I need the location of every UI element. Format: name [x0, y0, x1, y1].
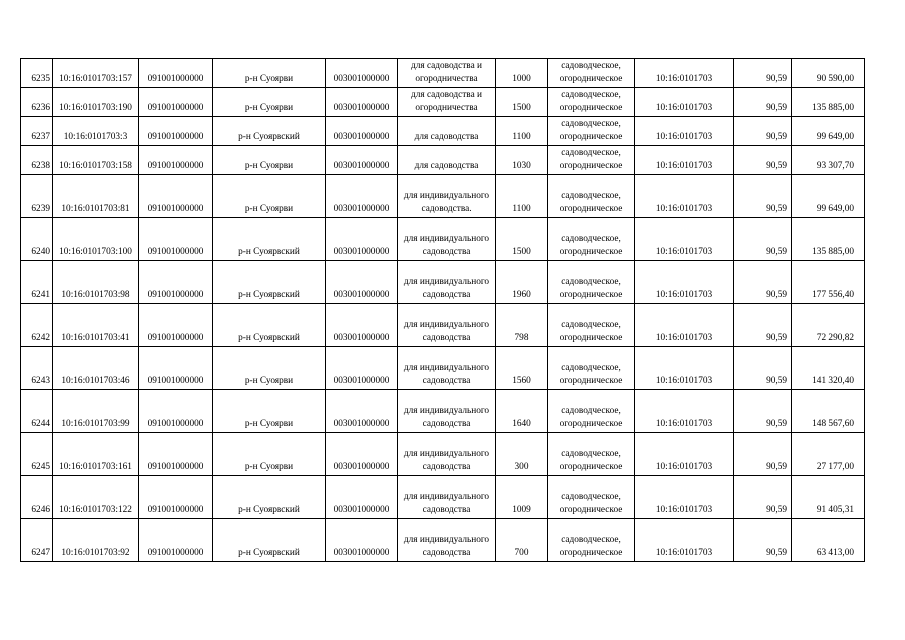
table-row [21, 304, 865, 347]
district-cell: р-н Суоярвский [213, 261, 326, 304]
row-number-cell: 6238 [21, 146, 53, 175]
row-number-cell: 6244 [21, 390, 53, 433]
row-number-cell: 6237 [21, 117, 53, 146]
land-category-cell: садоводческое, огородническое [548, 433, 635, 476]
cadastral-value-cell: 72 290,82 [792, 304, 865, 347]
cadastral-value-cell: 141 320,40 [792, 347, 865, 390]
table-row [21, 117, 865, 146]
district-cell: р-н Суоярви [213, 59, 326, 88]
area-cell: 300 [496, 433, 548, 476]
row-number-cell: 6247 [21, 519, 53, 562]
district-cell: р-н Суоярви [213, 433, 326, 476]
cadastral-quarter-cell: 10:16:0101703 [635, 146, 734, 175]
table-row [21, 519, 865, 562]
cadastral-number-cell: 10:16:0101703:157 [53, 59, 139, 88]
specific-value-cell: 90,59 [734, 59, 792, 88]
permitted-use-cell: для индивидуального садоводства [398, 519, 496, 562]
cadastral-quarter-cell: 10:16:0101703 [635, 88, 734, 117]
classifier-code-cell: 003001000000 [326, 261, 398, 304]
district-cell: р-н Суоярвский [213, 218, 326, 261]
cadastral-value-cell: 177 556,40 [792, 261, 865, 304]
specific-value-cell: 90,59 [734, 175, 792, 218]
cadastral-number-cell: 10:16:0101703:100 [53, 218, 139, 261]
cadastral-number-cell: 10:16:0101703:122 [53, 476, 139, 519]
oktmo-code-cell: 091001000000 [139, 347, 213, 390]
permitted-use-cell: для индивидуального садоводства [398, 390, 496, 433]
permitted-use-cell: для индивидуального садоводства [398, 476, 496, 519]
permitted-use-cell: для индивидуального садоводства [398, 433, 496, 476]
cadastral-number-cell: 10:16:0101703:81 [53, 175, 139, 218]
classifier-code-cell: 003001000000 [326, 304, 398, 347]
table-row [21, 476, 865, 519]
table-row [21, 88, 865, 117]
oktmo-code-cell: 091001000000 [139, 433, 213, 476]
land-category-cell: садоводческое, огородническое [548, 476, 635, 519]
cadastral-value-cell: 27 177,00 [792, 433, 865, 476]
area-cell: 1100 [496, 117, 548, 146]
permitted-use-cell: для индивидуального садоводства [398, 218, 496, 261]
classifier-code-cell: 003001000000 [326, 218, 398, 261]
classifier-code-cell: 003001000000 [326, 347, 398, 390]
cadastral-quarter-cell: 10:16:0101703 [635, 261, 734, 304]
cadastral-number-cell: 10:16:0101703:92 [53, 519, 139, 562]
specific-value-cell: 90,59 [734, 88, 792, 117]
table-row [21, 261, 865, 304]
table-row [21, 347, 865, 390]
land-category-cell: садоводческое, огородническое [548, 59, 635, 88]
cadastral-quarter-cell: 10:16:0101703 [635, 433, 734, 476]
specific-value-cell: 90,59 [734, 218, 792, 261]
classifier-code-cell: 003001000000 [326, 146, 398, 175]
classifier-code-cell: 003001000000 [326, 117, 398, 146]
land-cadastral-table [20, 58, 865, 562]
land-category-cell: садоводческое, огородническое [548, 117, 635, 146]
area-cell: 1640 [496, 390, 548, 433]
cadastral-value-cell: 99 649,00 [792, 117, 865, 146]
permitted-use-cell: для индивидуального садоводства [398, 261, 496, 304]
specific-value-cell: 90,59 [734, 146, 792, 175]
oktmo-code-cell: 091001000000 [139, 146, 213, 175]
oktmo-code-cell: 091001000000 [139, 390, 213, 433]
row-number-cell: 6243 [21, 347, 53, 390]
land-category-cell: садоводческое, огородническое [548, 304, 635, 347]
cadastral-number-cell: 10:16:0101703:41 [53, 304, 139, 347]
oktmo-code-cell: 091001000000 [139, 261, 213, 304]
permitted-use-cell: для садоводства и огородничества [398, 59, 496, 88]
classifier-code-cell: 003001000000 [326, 476, 398, 519]
cadastral-quarter-cell: 10:16:0101703 [635, 347, 734, 390]
row-number-cell: 6235 [21, 59, 53, 88]
oktmo-code-cell: 091001000000 [139, 519, 213, 562]
cadastral-value-cell: 91 405,31 [792, 476, 865, 519]
area-cell: 798 [496, 304, 548, 347]
land-category-cell: садоводческое, огородническое [548, 88, 635, 117]
district-cell: р-н Суоярвский [213, 519, 326, 562]
row-number-cell: 6241 [21, 261, 53, 304]
area-cell: 1100 [496, 175, 548, 218]
classifier-code-cell: 003001000000 [326, 433, 398, 476]
area-cell: 1000 [496, 59, 548, 88]
permitted-use-cell: для садоводства и огородничества [398, 88, 496, 117]
oktmo-code-cell: 091001000000 [139, 175, 213, 218]
oktmo-code-cell: 091001000000 [139, 476, 213, 519]
cadastral-number-cell: 10:16:0101703:161 [53, 433, 139, 476]
specific-value-cell: 90,59 [734, 519, 792, 562]
row-number-cell: 6240 [21, 218, 53, 261]
cadastral-value-cell: 93 307,70 [792, 146, 865, 175]
table-body [21, 59, 865, 562]
cadastral-number-cell: 10:16:0101703:3 [53, 117, 139, 146]
cadastral-value-cell: 99 649,00 [792, 175, 865, 218]
cadastral-quarter-cell: 10:16:0101703 [635, 117, 734, 146]
specific-value-cell: 90,59 [734, 433, 792, 476]
table-row [21, 59, 865, 88]
area-cell: 1500 [496, 218, 548, 261]
land-category-cell: садоводческое, огородническое [548, 218, 635, 261]
area-cell: 1500 [496, 88, 548, 117]
classifier-code-cell: 003001000000 [326, 390, 398, 433]
cadastral-value-cell: 148 567,60 [792, 390, 865, 433]
classifier-code-cell: 003001000000 [326, 519, 398, 562]
cadastral-quarter-cell: 10:16:0101703 [635, 519, 734, 562]
district-cell: р-н Суоярвский [213, 304, 326, 347]
cadastral-number-cell: 10:16:0101703:190 [53, 88, 139, 117]
row-number-cell: 6236 [21, 88, 53, 117]
cadastral-quarter-cell: 10:16:0101703 [635, 304, 734, 347]
table-row [21, 218, 865, 261]
cadastral-value-cell: 135 885,00 [792, 218, 865, 261]
row-number-cell: 6239 [21, 175, 53, 218]
table-row [21, 175, 865, 218]
classifier-code-cell: 003001000000 [326, 59, 398, 88]
land-category-cell: садоводческое, огородническое [548, 390, 635, 433]
specific-value-cell: 90,59 [734, 347, 792, 390]
cadastral-quarter-cell: 10:16:0101703 [635, 218, 734, 261]
area-cell: 1960 [496, 261, 548, 304]
row-number-cell: 6242 [21, 304, 53, 347]
area-cell: 1030 [496, 146, 548, 175]
specific-value-cell: 90,59 [734, 476, 792, 519]
area-cell: 700 [496, 519, 548, 562]
district-cell: р-н Суоярви [213, 146, 326, 175]
district-cell: р-н Суоярви [213, 175, 326, 218]
district-cell: р-н Суоярви [213, 88, 326, 117]
oktmo-code-cell: 091001000000 [139, 304, 213, 347]
land-category-cell: садоводческое, огородническое [548, 146, 635, 175]
cadastral-value-cell: 90 590,00 [792, 59, 865, 88]
cadastral-quarter-cell: 10:16:0101703 [635, 175, 734, 218]
permitted-use-cell: для индивидуального садоводства. [398, 175, 496, 218]
classifier-code-cell: 003001000000 [326, 175, 398, 218]
oktmo-code-cell: 091001000000 [139, 218, 213, 261]
specific-value-cell: 90,59 [734, 261, 792, 304]
permitted-use-cell: для садоводства [398, 146, 496, 175]
cadastral-number-cell: 10:16:0101703:158 [53, 146, 139, 175]
land-category-cell: садоводческое, огородническое [548, 261, 635, 304]
table-row [21, 390, 865, 433]
table-row [21, 146, 865, 175]
classifier-code-cell: 003001000000 [326, 88, 398, 117]
specific-value-cell: 90,59 [734, 304, 792, 347]
permitted-use-cell: для индивидуального садоводства [398, 304, 496, 347]
land-category-cell: садоводческое, огородническое [548, 519, 635, 562]
land-category-cell: садоводческое, огородническое [548, 175, 635, 218]
oktmo-code-cell: 091001000000 [139, 117, 213, 146]
permitted-use-cell: для индивидуального садоводства [398, 347, 496, 390]
cadastral-quarter-cell: 10:16:0101703 [635, 59, 734, 88]
land-category-cell: садоводческое, огородническое [548, 347, 635, 390]
row-number-cell: 6246 [21, 476, 53, 519]
area-cell: 1560 [496, 347, 548, 390]
area-cell: 1009 [496, 476, 548, 519]
oktmo-code-cell: 091001000000 [139, 88, 213, 117]
cadastral-number-cell: 10:16:0101703:98 [53, 261, 139, 304]
specific-value-cell: 90,59 [734, 117, 792, 146]
district-cell: р-н Суоярви [213, 347, 326, 390]
cadastral-quarter-cell: 10:16:0101703 [635, 476, 734, 519]
permitted-use-cell: для садоводства [398, 117, 496, 146]
district-cell: р-н Суоярвский [213, 476, 326, 519]
district-cell: р-н Суоярвский [213, 117, 326, 146]
cadastral-number-cell: 10:16:0101703:46 [53, 347, 139, 390]
cadastral-value-cell: 135 885,00 [792, 88, 865, 117]
table-row [21, 433, 865, 476]
oktmo-code-cell: 091001000000 [139, 59, 213, 88]
row-number-cell: 6245 [21, 433, 53, 476]
cadastral-value-cell: 63 413,00 [792, 519, 865, 562]
cadastral-number-cell: 10:16:0101703:99 [53, 390, 139, 433]
cadastral-quarter-cell: 10:16:0101703 [635, 390, 734, 433]
specific-value-cell: 90,59 [734, 390, 792, 433]
district-cell: р-н Суоярви [213, 390, 326, 433]
